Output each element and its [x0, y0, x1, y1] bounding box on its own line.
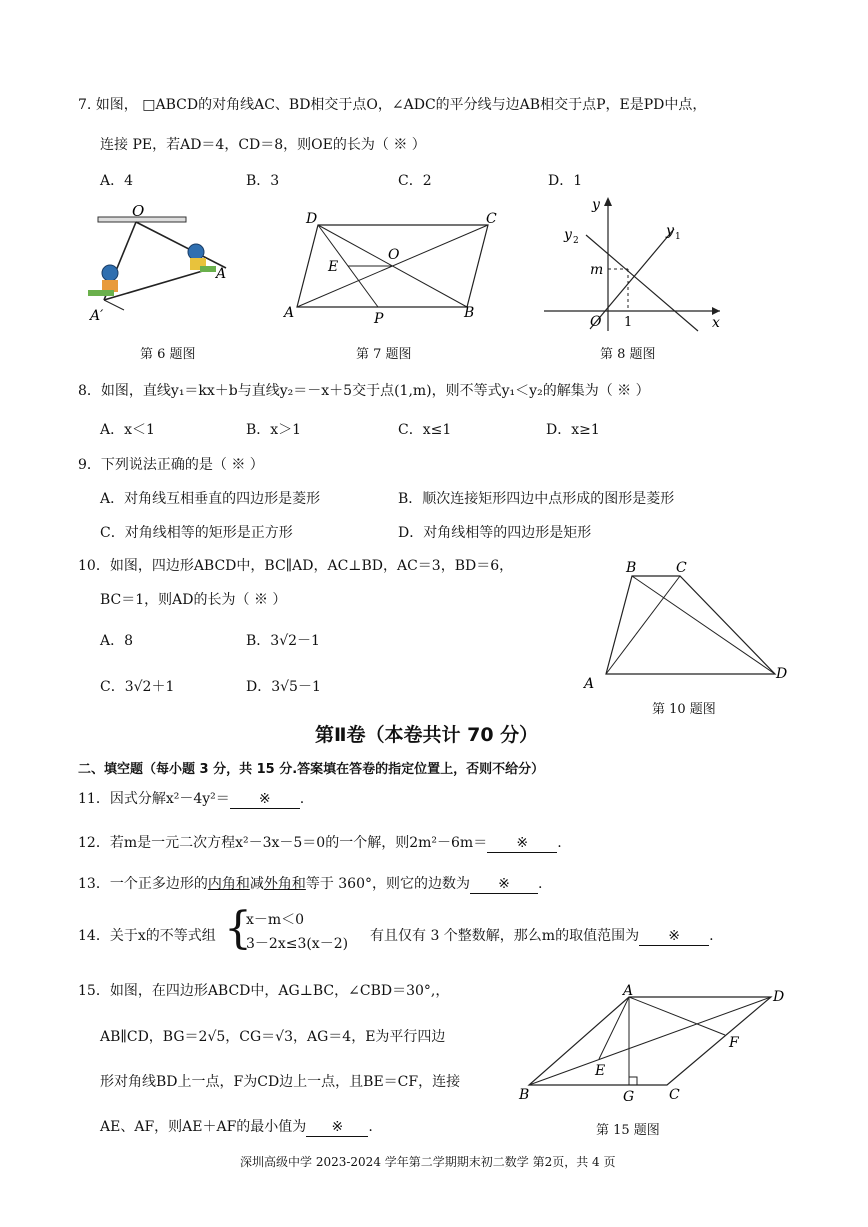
figure-10 [578, 556, 798, 692]
q14-inequality-1: x－m＜0 [246, 912, 305, 928]
fig6-rope-right [136, 222, 226, 268]
fig8-label-m: m [590, 262, 604, 278]
q14-suffix: . [709, 928, 714, 944]
figure-8 [540, 193, 730, 333]
fig15-label-c: C [669, 1087, 680, 1103]
fig15-label-e: E [595, 1063, 606, 1079]
q10-line1: 10．如图，四边形ABCD中，BC∥AD，AC⊥BD，AC＝3，BD＝6， [78, 558, 514, 574]
q15-answer-blank: ※ [306, 1118, 368, 1137]
fig7-label-c: C [486, 211, 497, 227]
q7-option-b: B．3 [246, 173, 280, 189]
fig10-trapezoid [606, 576, 775, 674]
q11-answer-blank: ※ [230, 790, 300, 809]
fig6-caption: 第 6 题图 [140, 347, 196, 362]
q8-option-d: D．x≥1 [546, 422, 600, 438]
q10-option-c: C．3√2＋1 [100, 679, 175, 695]
fig8-label-y: y [592, 197, 600, 213]
fig8-label-y1: y [666, 223, 674, 239]
q14-middle-text: 有且仅有 3 个整数解，那么m的取值范围为 [370, 928, 640, 944]
q9-option-d: D．对角线相等的四边形是矩形 [398, 525, 592, 541]
fig6-tick [104, 300, 124, 310]
fig10-label-b: B [626, 560, 637, 576]
figure-7 [280, 205, 510, 330]
fig15-label-f: F [729, 1035, 739, 1051]
part2-title: 第Ⅱ卷（本卷共计 70 分） [315, 724, 539, 746]
fig7-label-a: A [284, 305, 295, 321]
fig10-diagonal-bd [632, 576, 775, 674]
q7-line1: 7. 如图， □ABCD的对角线AC、BD相交于点O，∠ADC的平分线与边AB相交于点P，E是PD中点， [78, 97, 707, 113]
fig8-caption: 第 8 题图 [600, 347, 656, 362]
figure-15 [515, 983, 795, 1103]
fig10-label-c: C [676, 560, 687, 576]
fig8-y-arrow [604, 197, 612, 206]
q15-line4 [100, 1118, 373, 1137]
q10-option-a: A．8 [100, 633, 134, 649]
q15-suffix: . [368, 1119, 373, 1135]
section2-heading: 二、填空题（每小题 3 分，共 15 分.答案填在答卷的指定位置上，否则不给分） [78, 762, 545, 777]
q9-option-a: A．对角线互相垂直的四边形是菱形 [100, 491, 321, 507]
fig15-right-angle-mark [629, 1077, 637, 1085]
fig8-label-one: 1 [624, 315, 633, 330]
figure-6 [78, 200, 248, 330]
fig7-label-e: E [328, 259, 339, 275]
fig15-caption: 第 15 题图 [596, 1123, 660, 1138]
q8-option-a: A．x＜1 [100, 422, 155, 438]
q9-option-b: B．顺次连接矩形四边中点形成的图形是菱形 [398, 491, 675, 507]
q8-text: 8．如图，直线y₁＝kx＋b与直线y₂＝－x＋5交于点(1,m)，则不等式y₁＜y₂的解集为（ ※ ） [78, 383, 650, 399]
q13 [78, 875, 542, 894]
q13-text-mid2: 等于 360°，则它的边数为 [305, 876, 470, 892]
q13-suffix: . [538, 876, 543, 892]
fig8-label-y2-sub: 2 [573, 236, 579, 246]
fig7-label-o: O [388, 247, 400, 263]
q11 [78, 790, 304, 809]
fig6-label-o: O [132, 202, 145, 220]
fig8-label-x: x [712, 315, 720, 331]
fig7-label-p: P [374, 311, 384, 327]
fig8-label-y1-sub: 1 [675, 232, 681, 242]
q12-suffix: . [557, 835, 562, 851]
q15-line3: 形对角线BD上一点，F为CD边上一点，且BE＝CF，连接 [100, 1074, 461, 1090]
fig10-diagonal-ac [606, 576, 680, 674]
q15-line2: AB∥CD，BG＝2√5，CG＝√3，AG＝4，E为平行四边 [100, 1029, 446, 1045]
q13-underline-exterior: 外角和 [263, 876, 306, 892]
q15-line4-text: AE、AF，则AE＋AF的最小值为 [100, 1119, 307, 1135]
page-footer: 深圳高级中学 2023-2024 学年第二学期期末初二数学 第2页，共 4 页 [240, 1155, 616, 1169]
q13-answer-blank: ※ [470, 875, 538, 894]
fig8-label-origin: O [590, 314, 602, 330]
fig15-label-a: A [623, 983, 634, 999]
q13-text-mid1: 减 [249, 876, 264, 892]
q10-option-d: D．3√5－1 [246, 679, 321, 695]
q7-option-d: D．1 [548, 173, 583, 189]
fig7-caption: 第 7 题图 [356, 347, 412, 362]
fig7-label-d: D [306, 211, 318, 227]
q12 [78, 834, 562, 853]
fig8-label-y2: y [564, 227, 572, 243]
fig8-line-y1 [590, 229, 674, 329]
q12-text: 12．若m是一元二次方程x²－3x－5＝0的一个解，则2m²－6m＝ [78, 835, 488, 851]
q8-option-c: C．x≤1 [398, 422, 452, 438]
q10-option-b: B．3√2－1 [246, 633, 320, 649]
fig15-label-g: G [623, 1089, 635, 1105]
fig6-label-a-prime: A′ [90, 308, 104, 324]
fig8-line-y2 [586, 235, 698, 331]
fig15-label-b: B [519, 1087, 530, 1103]
q15-line1: 15．如图，在四边形ABCD中，AG⊥BC，∠CBD＝30°,， [78, 983, 450, 999]
fig7-diagonal-ac [297, 225, 488, 307]
fig6-child-right [188, 244, 216, 272]
fig7-label-b: B [464, 305, 475, 321]
q7-option-a: A．4 [100, 173, 134, 189]
q10-line2: BC＝1，则AD的长为（ ※ ） [100, 592, 287, 608]
fig6-label-a: A [216, 266, 227, 282]
q14-tail [370, 927, 714, 946]
fig10-label-a: A [584, 676, 595, 692]
fig10-label-d: D [776, 666, 788, 682]
q13-underline-interior: 内角和 [207, 876, 250, 892]
q8-option-b: B．x＞1 [246, 422, 302, 438]
q11-text: 11．因式分解x²－4y²＝ [78, 791, 230, 807]
q14-inequality-2: 3－2x≤3(x－2) [246, 936, 349, 952]
fig8-x-arrow [712, 307, 720, 315]
q9-text: 9．下列说法正确的是（ ※ ） [78, 457, 264, 473]
q14-brace: { [224, 903, 252, 954]
fig6-child-left [88, 265, 118, 296]
q9-option-c: C．对角线相等的矩形是正方形 [100, 525, 293, 541]
fig6-seat-line [104, 270, 206, 300]
q14-answer-blank: ※ [639, 927, 709, 946]
q7-option-c: C．2 [398, 173, 432, 189]
q14-text: 14．关于x的不等式组 [78, 928, 216, 944]
q7-line2: 连接 PE，若AD＝4，CD＝8，则OE的长为（ ※ ） [100, 137, 426, 153]
fig15-label-d: D [773, 989, 785, 1005]
fig15-segment-ae [599, 997, 629, 1059]
q12-answer-blank: ※ [487, 834, 557, 853]
q13-text: 13．一个正多边形的 [78, 876, 208, 892]
fig10-caption: 第 10 题图 [652, 702, 716, 717]
fig15-segment-af [629, 997, 725, 1035]
q11-suffix: . [299, 791, 305, 807]
